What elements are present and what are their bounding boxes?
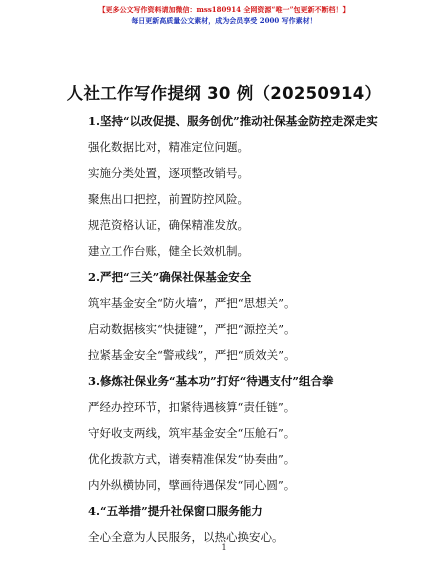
body-line: 全心全意为人民服务，以热心换安心。 [88,530,284,544]
body-line: 严经办控环节，扣紧待遇核算“责任链”。 [88,400,296,414]
body-line: 聚焦出口把控，前置防控风险。 [88,192,249,206]
section-heading-2: 2.严把“三关”确保社保基金安全 [88,270,252,284]
document-title: 人社工作写作提纲 30 例（20250914） [66,84,382,103]
promo-banner-line-1: 【更多公文写作资料请加微信：mss180914 全网资源“唯一”包更新不断档！】 [98,5,350,14]
body-line: 实施分类处置，逐项整改销号。 [88,166,249,180]
section-heading-3: 3.修炼社保业务“基本功”打好“待遇支付”组合拳 [88,374,334,388]
promo-banner [0,4,448,26]
body-line: 强化数据比对，精准定位问题。 [88,140,249,154]
section-heading-4: 4.“五举措”提升社保窗口服务能力 [88,504,263,518]
body-line: 规范资格认证，确保精准发放。 [88,218,249,232]
section-heading-1: 1.坚持“以改促提、服务创优”推动社保基金防控走深走实 [88,114,378,128]
promo-banner-line-2: 每日更新高质量公文素材，成为会员享受 2000 写作素材！ [131,16,317,25]
body-line: 筑牢基金安全“防火墙”，严把“思想关”。 [88,296,296,310]
body-line: 拉紧基金安全“警戒线”，严把“质效关”。 [88,348,296,362]
body-line: 启动数据核实“快捷键”，严把“源控关”。 [88,322,296,336]
body-line: 优化拨款方式，谱奏精准保发“协奏曲”。 [88,452,296,466]
body-line: 守好收支两线，筑牢基金安全“压舱石”。 [88,426,296,440]
body-line: 内外纵横协同，擘画待遇保发“同心圆”。 [88,478,296,492]
body-line: 建立工作台账，健全长效机制。 [88,244,249,258]
document-body [88,108,428,550]
page-number: 1 [221,543,227,552]
